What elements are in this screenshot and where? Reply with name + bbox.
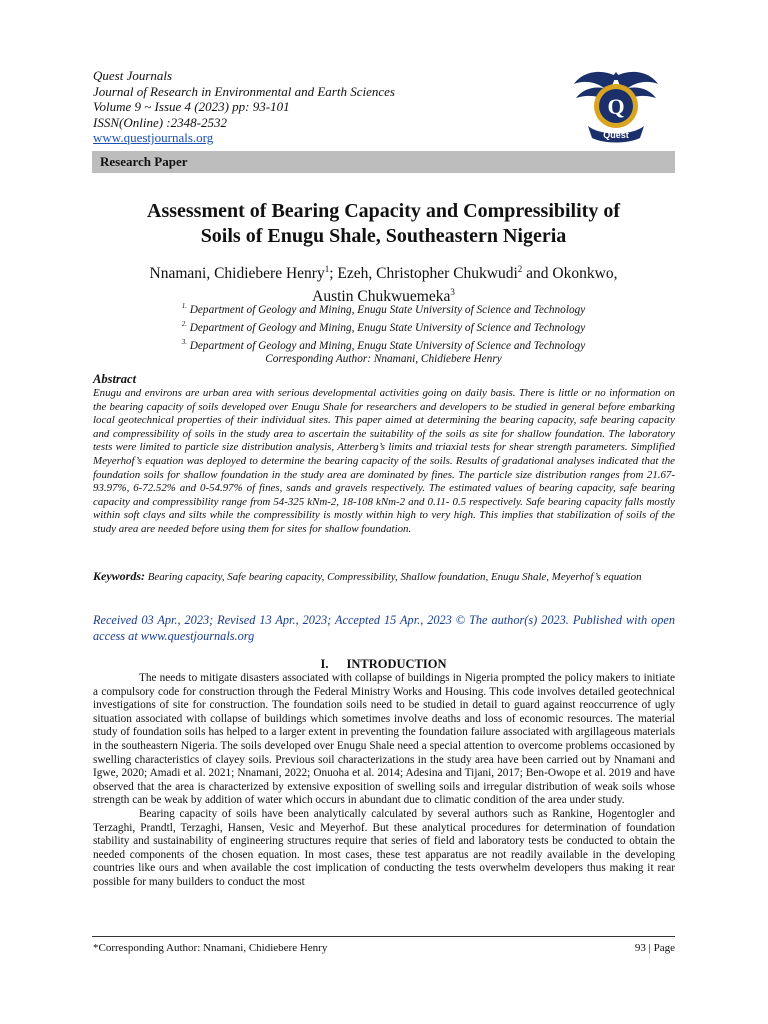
quest-logo (570, 66, 662, 144)
volume-issue: Volume 9 ~ Issue 4 (2023) pp: 93-101 (93, 99, 290, 114)
issn: ISSN(Online) :2348-2532 (93, 114, 227, 130)
affiliation-number: 1. (181, 302, 187, 310)
logo-text: Quest (603, 130, 629, 140)
affiliation-text: Department of Geology and Mining, Enugu State University of Science and Technology (186, 303, 586, 316)
affiliation-text: Department of Geology and Mining, Enugu State University of Science and Technology (186, 339, 586, 352)
paper-title (92, 199, 675, 249)
title-line: Soils of Enugu Shale, Southeastern Nigeria (200, 225, 567, 247)
paper-type-band (92, 151, 675, 173)
affiliation-line (92, 299, 675, 317)
publisher-name: Quest Journals (93, 68, 173, 83)
section-number: I. (320, 657, 329, 671)
abstract-text: Enugu and environs are urban area with serious developmental activities going on daily basis. There is little or no information on the bearing capacity of soils developed over Enugu Shale for researchers and developers to be studied in general before embarking local geotechnical properties of their individual sites. This paper aimed at determining the bearing capacity, safe bearing capacity and compressibility of soils in the study area to ascertain the suitability of the soils as site for shallow foundation. The laboratory tests were limited to particle size distribution analysis, Atterberg’s limits and triaxial tests for shear strength parameters. Simplified Meyerhof’s equation was deployed to determine the bearing capacity of the soils. Results of gradational analyses indicated that the foundation soils for shallow foundation in the study area are dominated by fines. The particle size distribution ranges from 21.67-93.97%, 6-72.52% and 0-54.97% of fines, sands and gravels respectively. The estimated values of bearing capacity, safe bearing capacity and compressibility range from 54-325 kNm-2, 18-108 kNm-2 and 0.11- 0.5 respectively. Safe bearing capacity falls mostly within soft clays and silts while the compressibility is mostly within high to very high. This implies that stabilization of soils of the study area are needed before using them for sites for shallow foundation. (93, 387, 675, 535)
author-name: Ezeh, Christopher Chukwudi (337, 265, 518, 283)
affiliations (92, 299, 675, 366)
keywords-label: Keywords: (93, 569, 145, 583)
section-title: INTRODUCTION (346, 657, 447, 671)
keywords-list: Bearing capacity, Safe bearing capacity, Compressibility, Shallow foundation, Enugu Shale, Meyerhof’s equation (145, 571, 642, 583)
paragraph: Bearing capacity of soils have been analytically calculated by several authors such as Rankine, Hogentogler and Terzaghi, Prandtl, Terzaghi, Hansen, Vesic and Meyerhof. But these analytical procedures for determination of foundation stability and sustainability of engineering structures require that series of field and laboratory tests be conducted to obtain the needed components of the chosen equation. In most cases, these test apparatus are not readily available in the developing countries like ours and when available the cost implication of conducting the tests overwhelm developers thus making it rear possible for many builders to conduct the most (93, 807, 675, 888)
keywords (93, 570, 675, 585)
author-affil-mark: 1 (324, 264, 330, 274)
footer-corresponding-author: *Corresponding Author: Nnamani, Chidiebere Henry (93, 942, 328, 954)
affiliation-text: Department of Geology and Mining, Enugu State University of Science and Technology (186, 321, 586, 334)
received-dates: Received 03 Apr., 2023; Revised 13 Apr., 2023; Accepted 15 Apr., 2023 © The author(s) 2023. Published with open access at www.questjournals.org (93, 613, 675, 643)
author-separator: ; (329, 265, 338, 283)
author-affil-mark: 3 (450, 287, 455, 298)
affiliation-line (92, 335, 675, 353)
footer-divider (92, 936, 675, 937)
affiliation-line (92, 317, 675, 335)
introduction-body (93, 672, 675, 890)
journal-name: Journal of Research in Environmental and Earth Sciences (93, 83, 395, 99)
page-number: 93 | Page (634, 942, 675, 954)
author-affil-mark: 2 (517, 264, 523, 274)
section-heading (92, 657, 675, 672)
logo-letter: Q (607, 94, 625, 119)
author-name: Austin Chukwuemeka (312, 288, 451, 306)
author-name: Nnamani, Chidiebere Henry (149, 265, 325, 283)
journal-link[interactable]: www.questjournals.org (93, 130, 214, 145)
title-line: Assessment of Bearing Capacity and Compressibility of (147, 200, 620, 222)
abstract-heading: Abstract (93, 372, 137, 386)
affiliation-number: 3. (181, 337, 187, 346)
corresponding-author-line: Corresponding Author: Nnamani, Chidiebere Henry (265, 353, 502, 366)
paper-type-label: Research Paper (100, 154, 188, 169)
paragraph: The needs to mitigate disasters associated with collapse of buildings in Nigeria prompted the policy makers to initiate a compulsory code for construction through the Federal Ministry Works and Housing. This code involves detailed geotechnical investigations of site for construction. The foundation soils need to be studied in detail to guard against reoccurrence of ugly situation associated with collapse of buildings which sometimes involve deaths and loss of economic resources. The material study of foundation soils has helped to a larger extent in preventing the foundation failure associated with argillageous materials in the southeastern Nigeria. The soils developed over Enugu Shale need a special attention to overcome problems occasioned by swelling characteristics of clayey soils. Previous soil characterizations in the study area have been carried out by Nnamani and Igwe, 2020; Amadi et al. 2021; Nnamani, 2022; Onuoha et al. 2014; Adesina and Tijani, 2017; Ben-Owope et al. 2019 and have observed that the area is characterized by extensive exposition of swelling soils and irregular distribution of weak soils whose strength can be weak by addition of water which occurs in abundant due to climatic condition of the area under study. (93, 672, 675, 807)
author-separator: and Okonkwo, (522, 265, 618, 283)
journal-header (93, 68, 513, 146)
affiliation-number: 2. (181, 319, 187, 328)
